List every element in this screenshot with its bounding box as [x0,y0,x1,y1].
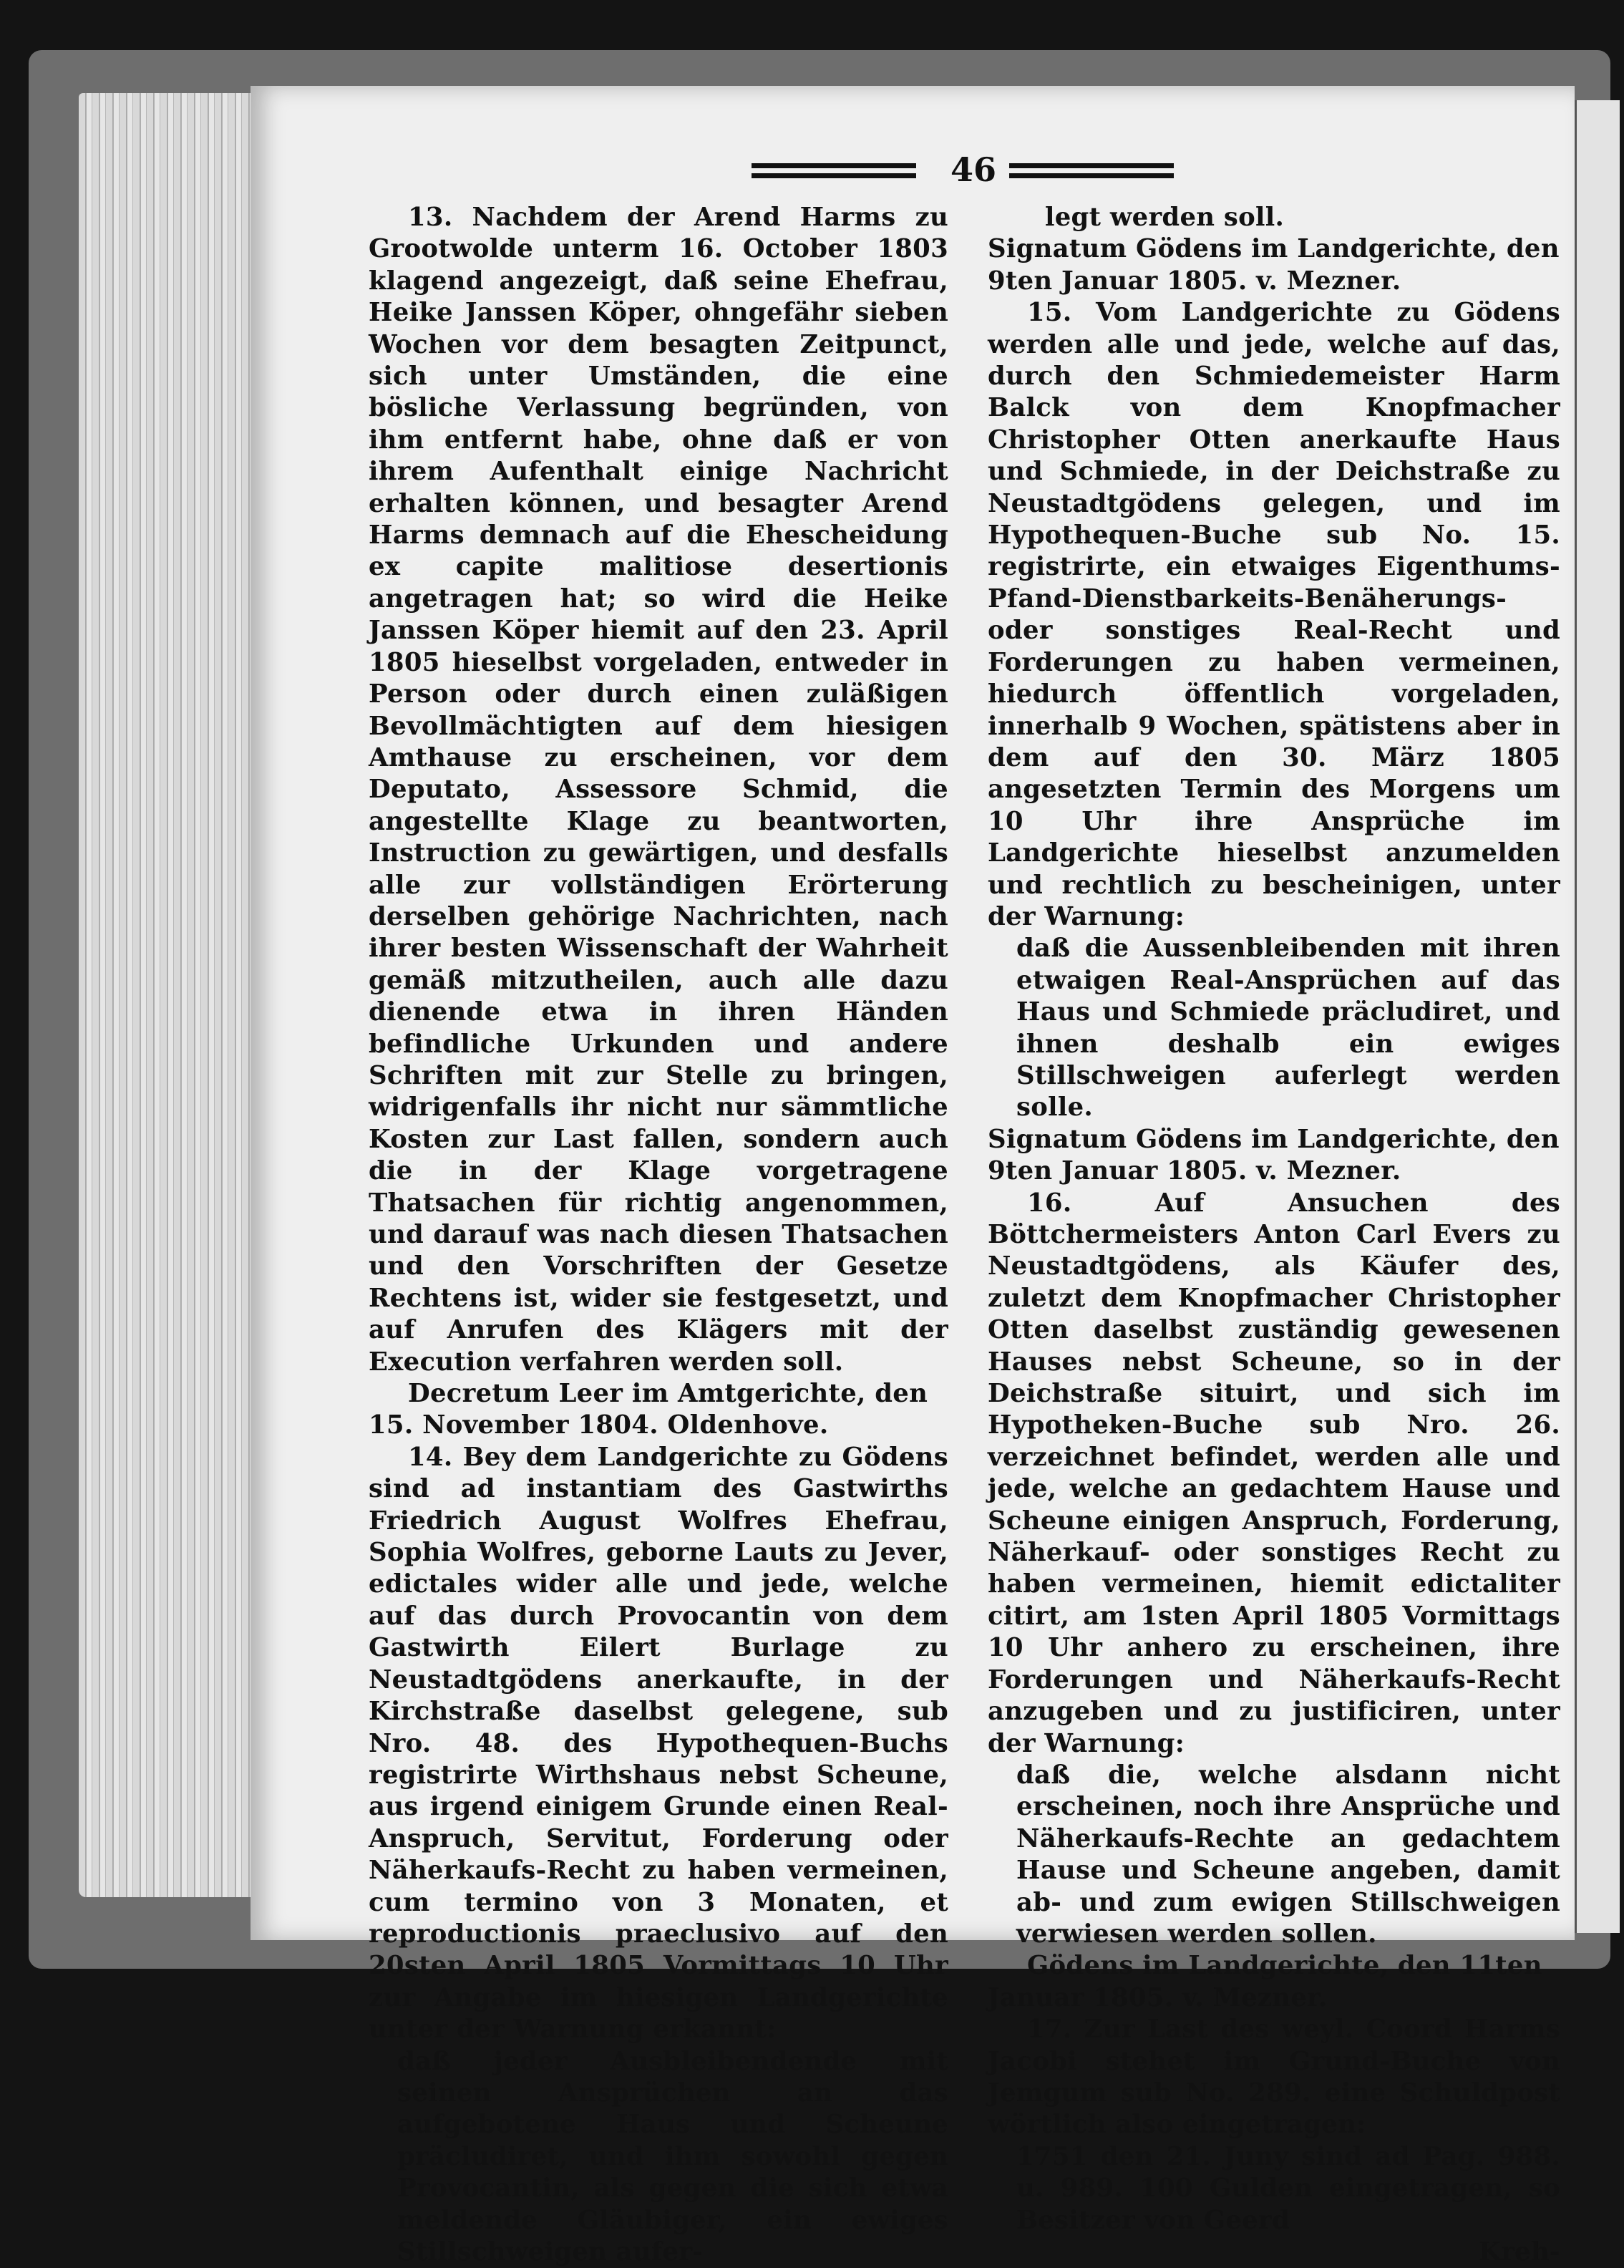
notice-13: 13. Nachdem der Arend Harms zu Grootwolde unterm 16. October 1803 klagend angezeigt, daß seine Ehefrau, Heike Janssen Köper, ohngefähr sieben Wochen vor dem besagten Zeitpunct, sich unter Umständen, die eine bösliche Verlassung begründen, von ihm entfernt habe, ohne daß er von ihrem Aufenthalt einige Nachricht erhalten können, und besagter Arend Harms demnach auf die Ehescheidung ex capite malitiose desertionis angetragen hat; so wird die Heike Janssen Köper hiemit auf den 23. April 1805 hieselbst vorgeladen, entweder in Person oder durch einen zuläßigen Bevollmächtigten auf dem hiesigen Amthause zu erscheinen, vor dem Deputato, Assessore Schmid, die angestellte Klage zu beantworten, Instruction zu gewärtigen, und desfalls alle zur vollständigen Erörterung derselben gehörige Nachrichten, nach ihrer besten Wissenschaft der Wahrheit gemäß mitzutheilen, auch alle dazu dienende etwa in ihren Händen befindliche Urkunden und andere Schriften mit zur Stelle zu bringen, widrigenfalls ihr nicht nur sämmtliche Kosten zur Last fallen, sondern auch die in der Klage vorgetragene Thatsachen für richtig angenommen, und darauf was nach diesen Thatsachen und den Vorschriften der Gesetze Rechtens ist, wider sie festgesetzt, und auf Anrufen des Klägers mit der Execution verfahren werden soll. [369,203,948,1377]
catchword: Kreh- [1479,2237,1560,2267]
left-column [369,202,948,2268]
notice-15: 15. Vom Landgerichte zu Gödens werden alle und jede, welche auf das, durch den Schmiedemeister Harm Balck von dem Knopfmacher Christopher Otten anerkaufte Haus und Schmiede, in der Deichstraße zu Neustadtgödens gelegen, und im Hypothequen-Buche sub No. 15. registrirte, ein etwaiges Eigenthums-Pfand-Dienstbarkeits-Benäherungs- oder sonstiges Real-Recht und Forderungen zu haben vermeinen, hiedurch öffentlich vorgeladen, innerhalb 9 Wochen, spätistens aber in dem auf den 30. März 1805 angesetzten Termin des Morgens um 10 Uhr ihre Ansprüche im Landgerichte hieselbst anzumelden und rechtlich zu bescheinigen, unter der Warnung: [988,298,1560,931]
page-edges [79,93,258,1897]
notice-14-signature: Signatum Gödens im Landgerichte, den 9ten Januar 1805. v. Mezner. [988,234,1560,296]
notice-17: 17. Zur Last des weyl. Coord Harms Jacobi stehet im Grund-Buche von Jemgum sub No. 289. eine Schuldpost wörtlich also eingetragen: [988,2015,1560,2140]
notice-14: 14. Bey dem Landgerichte zu Gödens sind ad instantiam des Gastwirths Friedrich August Wolfres Ehefrau, Sophia Wolfres, geborne Lauts zu Jever, edictales wider alle und jede, welche auf das durch Provocantin von dem Gastwirth Eilert Burlage zu Neustadtgödens anerkaufte, in der Kirchstraße daselbst gelegene, sub Nro. 48. des Hypothequen-Buchs registrirte Wirthshaus nebst Scheune, aus irgend einigem Grunde einen Real-Anspruch, Servitut, Forderung oder Näherkaufs-Recht zu haben vermeinen, cum termino von 3 Monaten, et reproductionis praeclusivo auf den 20sten April 1805 Vormittags 10 Uhr zur Angabe im hiesigen Landgerichte unter der Warnung erkannt: [369,1442,948,2045]
notice-14-continuation: legt werden soll. [1045,203,1285,232]
header-rule-right [1009,160,1174,182]
notice-16-warning: daß die, welche alsdann nicht erscheinen, noch ihre Ansprüche und Näherkaufs-Rechte an gedachtem Hause und Scheune angeben, damit ab- und zum ewigen Stillschweigen verwiesen werden sollen. [1016,1760,1560,1949]
notice-14-warning: daß jeder Ausbleibendende mit seinen Ansprüchen an das aufgebotene Haus und Scheune präcludiret, und ihm sowohl gegen Provocantin, als gegen die sich etwa meldende Gläubiger, ein ewiges Stillschweigen aufer- [397,2046,948,2267]
notice-16: 16. Auf Ansuchen des Böttchermeisters Anton Carl Evers zu Neustadtgödens, als Käufer des, zuletzt dem Knopfmacher Christopher Otten daselbst zuständig gewesenen Hauses nebst Scheune, so in der Deichstraße situirt, und sich im Hypotheken-Buche sub Nro. 26. verzeichnet befindet, werden alle und jede, welche an gedachtem Hause und Scheune einigen Anspruch, Forderung, Näherkauf- oder sonstiges Recht zu haben vermeinen, hiemit edictaliter citirt, am 1sten April 1805 Vormittags 10 Uhr anhero zu erscheinen, ihre Forderungen und Näherkaufs-Recht anzugeben und zu justificiren, unter der Warnung: [988,1188,1560,1758]
page-number: 46 [950,150,997,189]
notice-16-signature: Gödens im Landgerichte, den 11ten Januar 1805. v. Mezner. [988,1951,1542,2012]
facing-page-edge [1575,100,1620,1933]
notice-13-signature: Decretum Leer im Amtgerichte, den 15. November 1804. Oldenhove. [369,1379,928,1440]
notice-17-entry: 1751 den 21. Juny sind ad Pag. 988. u. 989. 100 Gulden eingetragen, so Besitzer von Geerd [1016,2141,1560,2235]
page-header [752,150,1195,193]
right-column [988,202,1560,2268]
header-rule-left [752,160,916,182]
notice-15-warning: daß die Aussenbleibenden mit ihren etwaigen Real-Ansprüchen auf das Haus und Schmiede präcludiret, und ihnen deshalb ein ewiges Stillschweigen auferlegt werden solle. [1016,934,1560,1123]
notice-15-signature: Signatum Gödens im Landgerichte, den 9ten Januar 1805. v. Mezner. [988,1124,1560,1186]
